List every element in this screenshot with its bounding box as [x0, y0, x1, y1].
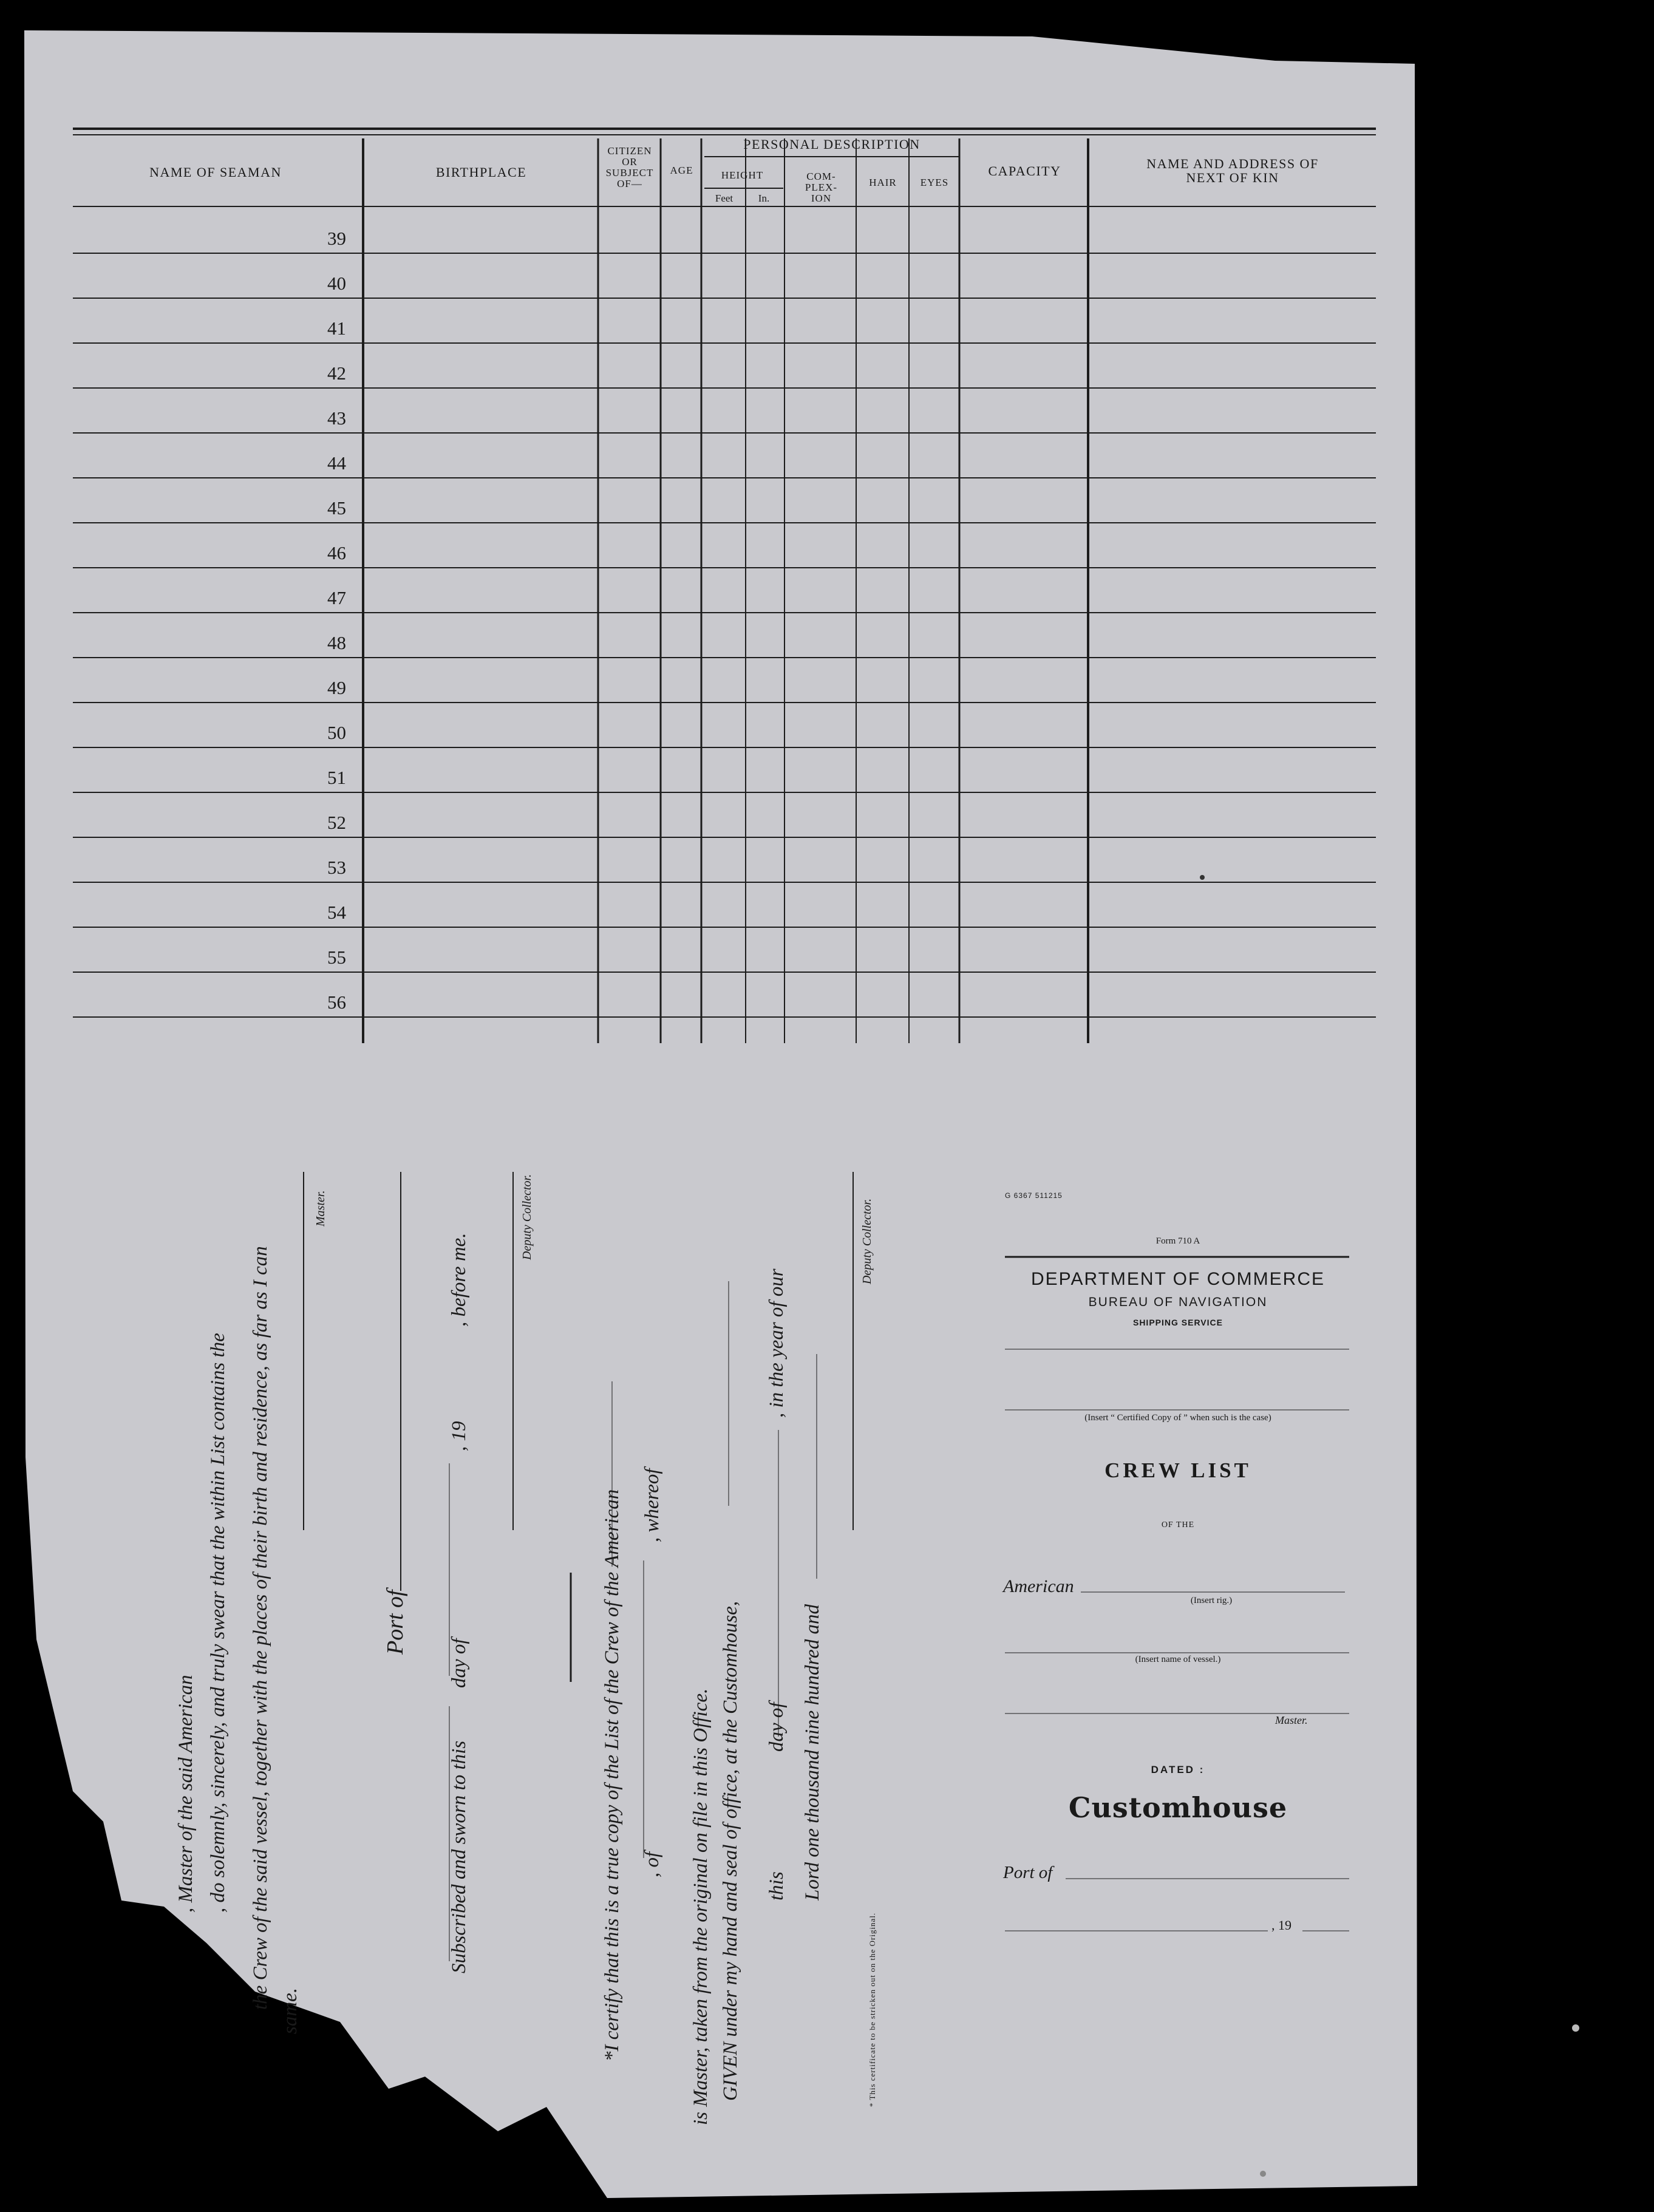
certificate-line-6: Lord one thousand nine hundred and [801, 1604, 823, 1901]
row-number: 52 [327, 812, 346, 833]
row-number: 44 [327, 452, 346, 474]
insert-rig-note: (Insert rig.) [1190, 1596, 1233, 1605]
certificate-line-5b: day of [766, 1702, 788, 1752]
certificate-line-5c: , in the year of our [766, 1268, 788, 1418]
ink-dot [1572, 2024, 1579, 2032]
row-number: 42 [327, 362, 346, 384]
header-name-of-seaman: NAME OF SEAMAN [149, 165, 282, 180]
oath-line-3: the Crew of the said vessel, together with the places of their birth and residence, as far as I can [250, 1246, 271, 2010]
header-complexion-line: COM- [806, 171, 836, 182]
certificate-line-5a: this [766, 1871, 788, 1901]
row-number: 54 [327, 902, 346, 923]
header-feet: Feet [715, 192, 733, 204]
header-next-of-kin [1090, 157, 1375, 185]
header-citizen-line: CITIZEN [607, 145, 652, 157]
header-height: HEIGHT [721, 169, 764, 181]
header-complexion [786, 171, 856, 204]
row-number: 48 [327, 632, 346, 653]
header-complexion-line: ION [811, 192, 832, 204]
american-label: American [1003, 1576, 1074, 1596]
deputy-collector-label-2: Deputy Collector. [860, 1198, 874, 1284]
row-number: 41 [327, 318, 346, 339]
header-age: AGE [670, 165, 693, 176]
form-number: Form 710 A [1155, 1236, 1200, 1246]
certificate-line-4: GIVEN under my hand and seal of office, at the Customhouse, [720, 1601, 741, 2101]
master-signature-label: Master. [314, 1190, 327, 1227]
cover-port-of-label: Port of [1003, 1863, 1053, 1882]
department-title: DEPARTMENT OF COMMERCE [1030, 1269, 1326, 1289]
row-number: 53 [327, 857, 346, 878]
header-next-of-kin-line: NAME AND ADDRESS OF [1146, 156, 1319, 171]
service-title: SHIPPING SERVICE [1132, 1318, 1223, 1327]
header-personal-description: PERSONAL DESCRIPTION [743, 137, 921, 152]
row-number: 39 [327, 228, 346, 249]
port-of-label: Port of [383, 1590, 408, 1655]
subscribed-text-b: day of [448, 1638, 470, 1688]
row-number: 46 [327, 542, 346, 563]
header-eyes: EYES [920, 177, 949, 188]
dated-label: DATED : [1151, 1764, 1205, 1775]
ink-dot [1200, 875, 1205, 880]
cover-master-label: Master. [1275, 1714, 1308, 1726]
header-next-of-kin-line: NEXT OF KIN [1186, 170, 1279, 186]
header-citizen-line: OR [622, 155, 638, 168]
header-capacity: CAPACITY [988, 163, 1061, 179]
subscribed-text-a: Subscribed and sworn to this [448, 1740, 470, 1973]
row-number: 43 [327, 407, 346, 429]
insert-certified-note: (Insert “ Certified Copy of ” when such is the case) [1084, 1413, 1271, 1423]
certificate-footnote: * This certificate to be stricken out on the Original. [868, 1912, 877, 2107]
bureau-title: BUREAU OF NAVIGATION [1088, 1295, 1268, 1309]
header-citizen [599, 146, 660, 189]
oath-line-4: same. [279, 1987, 301, 2034]
row-number: 51 [327, 767, 346, 788]
header-inches: In. [758, 192, 770, 204]
header-citizen-line: OF— [617, 177, 642, 189]
oath-line-1: , Master of the said American [175, 1675, 197, 1913]
insert-vessel-name-note: (Insert name of vessel.) [1135, 1655, 1221, 1664]
print-code: G 6367 511215 [1005, 1191, 1063, 1200]
customhouse-label: Customhouse [1068, 1791, 1288, 1824]
certificate-line-2b: , whereof [641, 1468, 663, 1542]
subscribed-text-c: , 19 [448, 1421, 470, 1451]
row-number: 49 [327, 677, 346, 698]
of-the-label: OF THE [1161, 1520, 1195, 1530]
oath-line-2: , do solemnly, sincerely, and truly swear that the within List contains the [207, 1333, 229, 1913]
subscribed-text-d: , before me. [448, 1233, 470, 1327]
certificate-line-1: *I certify that this is a true copy of the List of the Crew of the American [601, 1489, 623, 2061]
deputy-collector-label-1: Deputy Collector. [520, 1174, 534, 1260]
row-number: 55 [327, 947, 346, 968]
certificate-line-3: is Master, taken from the original on file in this Office. [690, 1688, 712, 2125]
certificate-line-2a: , of [641, 1851, 663, 1877]
header-hair: HAIR [869, 177, 897, 188]
row-number: 40 [327, 273, 346, 294]
cover-year-prefix: , 19 [1271, 1918, 1292, 1933]
row-number: 56 [327, 992, 346, 1013]
row-number: 47 [327, 587, 346, 608]
crew-list-title: CREW LIST [1104, 1458, 1251, 1482]
ink-dot [1260, 2171, 1266, 2177]
row-number: 45 [327, 497, 346, 519]
header-citizen-line: SUBJECT [605, 166, 654, 179]
header-complexion-line: PLEX- [805, 181, 838, 193]
header-birthplace: BIRTHPLACE [435, 165, 527, 180]
row-number: 50 [327, 722, 346, 743]
